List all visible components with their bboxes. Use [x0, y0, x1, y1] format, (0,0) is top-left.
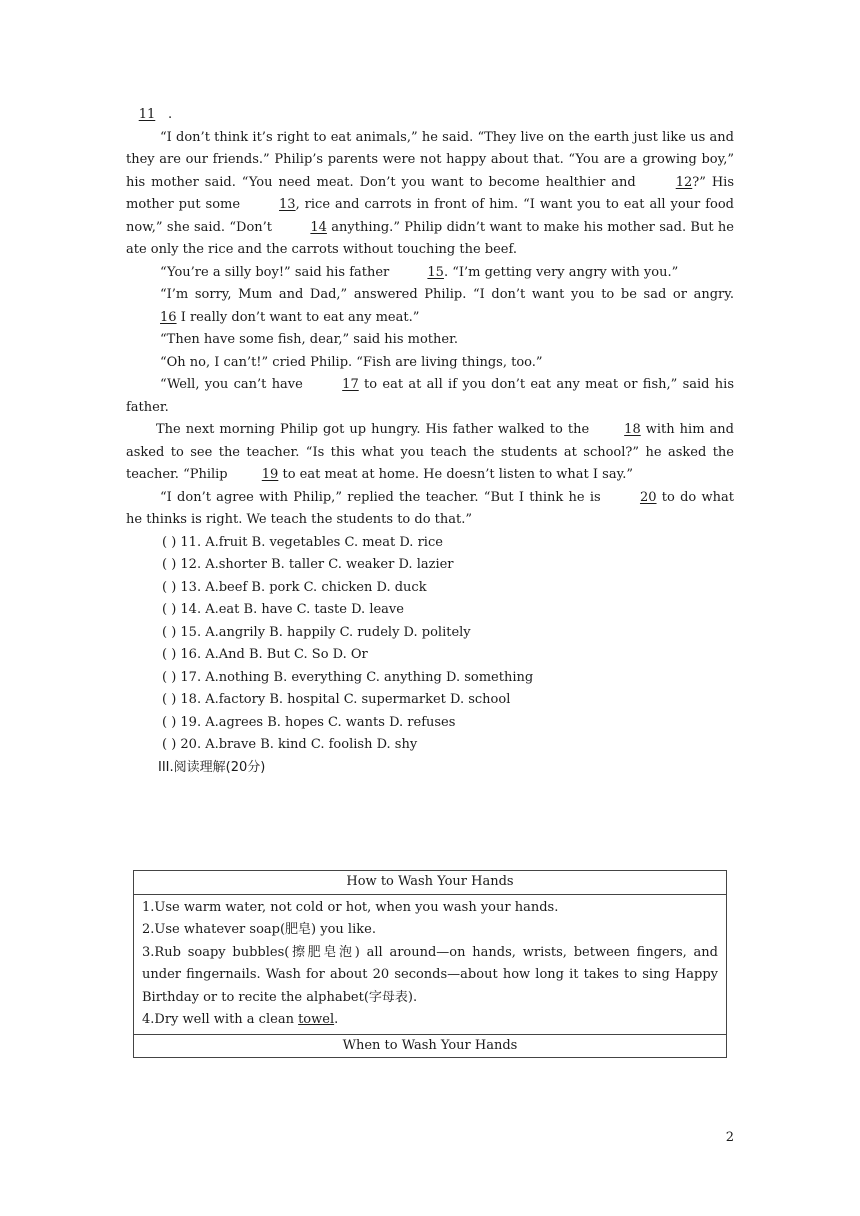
- paragraph-7: The next morning Philip got up hungry. His father walked to the 18 with him and asked to see the teacher. “Is this what you teach the students at school?” he asked the teacher. “Philip 19 to eat meat at home. He doesn’t listen to what I say.”: [126, 419, 734, 487]
- step-3: 3.Rub soapy bubbles(擦肥皂泡) all around—on hands, wrists, between fingers, and under fingernails. Wash for about 20 seconds—about how long it takes to sing Happy Birthday or to recite the alphabet(字母表).: [142, 944, 718, 1005]
- blank-12: 12: [675, 174, 693, 190]
- underlined-word-towel: towel: [298, 1012, 335, 1027]
- paragraph-3: “I’m sorry, Mum and Dad,” answered Philip. “I don’t want you to be sad or angry. 16 I really don’t want to eat any meat.”: [126, 284, 734, 329]
- option-row-20: ( ) 20. A.brave B. kind C. foolish D. shy: [162, 737, 418, 752]
- passage-line-0: 11 .: [126, 104, 734, 127]
- blank-13: 13: [279, 197, 296, 212]
- blank-16: 16: [160, 309, 177, 325]
- blank-17: 17: [342, 377, 359, 392]
- option-row-18: ( ) 18. A.factory B. hospital C. supermarket D. school: [162, 692, 511, 707]
- blank-14: 14: [310, 219, 327, 235]
- blank-11: 11: [138, 107, 156, 122]
- table-header-when: When to Wash Your Hands: [134, 1034, 727, 1058]
- option-row-12: ( ) 12. A.shorter B. taller C. weaker D. lazier: [162, 557, 454, 572]
- section-title: III.阅读理解(20分): [158, 759, 266, 775]
- option-row-19: ( ) 19. A.agrees B. hopes C. wants D. refuses: [162, 714, 456, 730]
- table-steps: [134, 894, 727, 1034]
- paragraph-1: “I don’t think it’s right to eat animals,” he said. “They live on the earth just like us and they are our friends.” Philip’s parents were not happy about that. “You are a growing boy,” his mother said. “You need meat. Don’t you want to become healthier and 12?” His mother put some 13, rice and carrots in front of him. “I want you to eat all your food now,” she said. “Don’t 14 anything.” Philip didn’t want to make his mother sad. But he ate only the rice and the carrots without touching the beef.: [126, 129, 735, 257]
- table-header-how: How to Wash Your Hands: [134, 871, 727, 895]
- paragraph-6: “Well, you can’t have 17 to eat at all if you don’t eat any meat or fish,” said his father.: [126, 374, 734, 419]
- page-number: 2: [725, 1130, 734, 1145]
- paragraph-5: “Oh no, I can’t!” cried Philip. “Fish are living things, too.”: [160, 354, 543, 370]
- step-4: 4.Dry well with a clean towel.: [142, 1012, 339, 1027]
- options-list: [126, 532, 734, 757]
- option-row-13: ( ) 13. A.beef B. pork C. chicken D. duck: [162, 579, 427, 595]
- option-row-14: ( ) 14. A.eat B. have C. taste D. leave: [162, 602, 404, 617]
- option-row-15: ( ) 15. A.angrily B. happily C. rudely D. politely: [162, 624, 471, 640]
- blank-19: 19: [261, 467, 279, 482]
- paragraph-2: “You’re a silly boy!” said his father 15. “I’m getting very angry with you.”: [126, 262, 734, 285]
- blank-15: 15: [427, 264, 444, 280]
- option-row-16: ( ) 16. A.And B. But C. So D. Or: [162, 647, 368, 662]
- hand-washing-table: [133, 870, 727, 1058]
- blank-18: 18: [624, 422, 641, 437]
- paragraph-4: “Then have some fish, dear,” said his mother.: [160, 332, 459, 347]
- blank-20: 20: [639, 489, 657, 505]
- option-row-11: ( ) 11. A.fruit B. vegetables C. meat D. rice: [162, 534, 443, 550]
- paragraph-8: “I don’t agree with Philip,” replied the teacher. “But I think he is 20 to do what he thinks is right. We teach the students to do that.”: [126, 487, 734, 532]
- step-1: 1.Use warm water, not cold or hot, when you wash your hands.: [142, 899, 559, 915]
- option-row-17: ( ) 17. A.nothing B. everything C. anything D. something: [162, 669, 534, 685]
- step-2: 2.Use whatever soap(肥皂) you like.: [142, 922, 376, 937]
- reading-passage: [126, 104, 734, 779]
